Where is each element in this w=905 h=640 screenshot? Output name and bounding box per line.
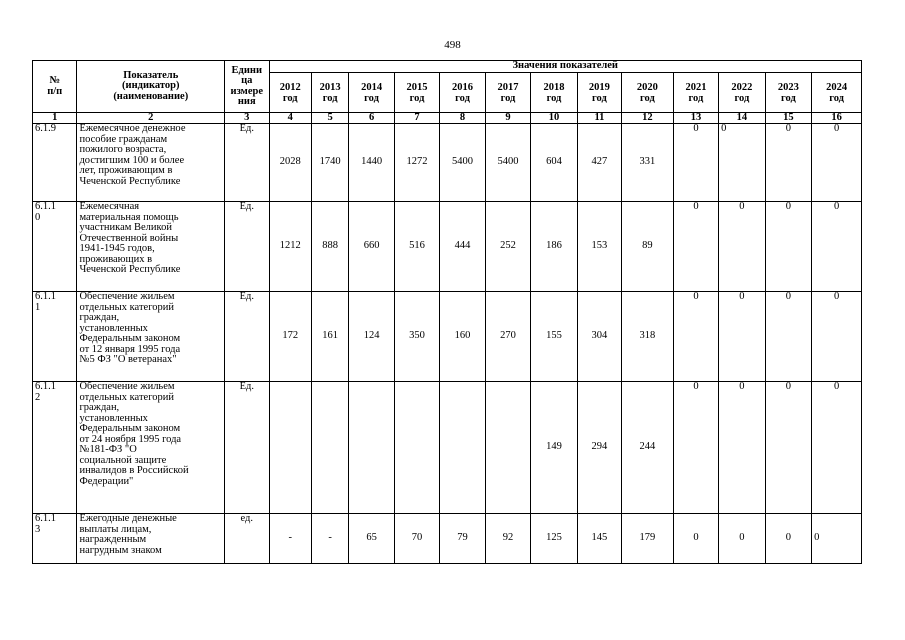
value-cell: 149 (531, 382, 577, 514)
header-year-2018: 2018 год (531, 73, 577, 113)
value-cell (485, 382, 530, 514)
value-cell: 125 (531, 514, 577, 564)
value-cell: 0 (673, 124, 718, 202)
value-cell: 89 (622, 202, 674, 292)
value-cell: 1272 (394, 124, 439, 202)
header-year-2016: 2016 год (440, 73, 485, 113)
header-year-2015: 2015 год (394, 73, 439, 113)
unit-cell: Ед. (225, 382, 269, 514)
table-row (33, 514, 862, 564)
table-row (33, 202, 862, 292)
value-cell: 318 (622, 292, 674, 382)
value-cell: 350 (394, 292, 439, 382)
indicator-name: Ежемесячное денежное пособие гражданам пожилого возраста, достигшим 100 и более лет, проживающим в Чеченской Республике (77, 124, 225, 202)
value-cell (394, 382, 439, 514)
value-cell: 0 (719, 202, 765, 292)
value-cell: 270 (485, 292, 530, 382)
header-col-no: № п/п (33, 61, 77, 113)
header-year-2014: 2014 год (349, 73, 394, 113)
row-number: 6.1.1 2 (33, 382, 77, 514)
value-cell: 0 (673, 514, 718, 564)
value-cell: 160 (440, 292, 485, 382)
row-number: 6.1.1 3 (33, 514, 77, 564)
row-number: 6.1.9 (33, 124, 77, 202)
value-cell: 0 (719, 514, 765, 564)
value-cell (440, 382, 485, 514)
value-cell: - (269, 514, 311, 564)
unit-cell: Ед. (225, 202, 269, 292)
value-cell: 186 (531, 202, 577, 292)
page-number: 498 (444, 39, 461, 51)
row-number: 6.1.1 0 (33, 202, 77, 292)
value-cell: 0 (765, 514, 811, 564)
value-cell: 179 (622, 514, 674, 564)
column-number: 13 (673, 113, 718, 124)
value-cell: 0 (812, 514, 862, 564)
value-cell: 244 (622, 382, 674, 514)
table-row (33, 292, 862, 382)
column-number: 16 (812, 113, 862, 124)
value-cell (311, 382, 348, 514)
unit-cell: Ед. (225, 292, 269, 382)
value-cell: 124 (349, 292, 394, 382)
column-number: 11 (577, 113, 621, 124)
value-cell: 0 (673, 382, 718, 514)
indicator-name: Ежегодные денежные выплаты лицам, награжденным нагрудным знаком (77, 514, 225, 564)
value-cell: 444 (440, 202, 485, 292)
value-cell: 252 (485, 202, 530, 292)
value-cell: 145 (577, 514, 621, 564)
value-cell: 79 (440, 514, 485, 564)
value-cell: 0 (765, 202, 811, 292)
header-year-2022: 2022 год (719, 73, 765, 113)
value-cell: 92 (485, 514, 530, 564)
value-cell: 5400 (485, 124, 530, 202)
value-cell: 155 (531, 292, 577, 382)
value-cell (349, 382, 394, 514)
value-cell: 153 (577, 202, 621, 292)
header-year-2013: 2013 год (311, 73, 348, 113)
header-year-2019: 2019 год (577, 73, 621, 113)
header-year-2021: 2021 год (673, 73, 718, 113)
column-number: 8 (440, 113, 485, 124)
value-cell: 1212 (269, 202, 311, 292)
indicators-table (32, 60, 862, 564)
value-cell: 1440 (349, 124, 394, 202)
value-cell: 660 (349, 202, 394, 292)
column-number: 10 (531, 113, 577, 124)
value-cell: 5400 (440, 124, 485, 202)
value-cell: 0 (812, 202, 862, 292)
header-year-2020: 2020 год (622, 73, 674, 113)
column-number: 1 (33, 113, 77, 124)
column-number: 14 (719, 113, 765, 124)
header-col-unit: Едини ца измере ния (225, 61, 269, 113)
value-cell: 294 (577, 382, 621, 514)
column-number: 4 (269, 113, 311, 124)
unit-cell: ед. (225, 514, 269, 564)
value-cell: 172 (269, 292, 311, 382)
column-number: 15 (765, 113, 811, 124)
header-values-title: Значения показателей (269, 61, 862, 73)
value-cell: 65 (349, 514, 394, 564)
value-cell: - (311, 514, 348, 564)
header-col-name: Показатель (индикатор) (наименование) (77, 61, 225, 113)
header-year-2024: 2024 год (812, 73, 862, 113)
indicator-name: Обеспечение жильем отдельных категорий граждан, установленных Федеральным законом от 12 января 1995 года №5 ФЗ "О ветеранах" (77, 292, 225, 382)
table-row (33, 124, 862, 202)
value-cell: 427 (577, 124, 621, 202)
value-cell: 516 (394, 202, 439, 292)
column-number: 6 (349, 113, 394, 124)
value-cell (269, 382, 311, 514)
header-year-2017: 2017 год (485, 73, 530, 113)
value-cell: 70 (394, 514, 439, 564)
value-cell: 604 (531, 124, 577, 202)
table-row (33, 382, 862, 514)
column-number: 2 (77, 113, 225, 124)
column-number: 9 (485, 113, 530, 124)
row-number: 6.1.1 1 (33, 292, 77, 382)
header-year-2023: 2023 год (765, 73, 811, 113)
value-cell: 1740 (311, 124, 348, 202)
value-cell: 161 (311, 292, 348, 382)
value-cell: 304 (577, 292, 621, 382)
value-cell: 331 (622, 124, 674, 202)
value-cell: 0 (812, 382, 862, 514)
unit-cell: Ед. (225, 124, 269, 202)
column-number: 12 (622, 113, 674, 124)
value-cell: 2028 (269, 124, 311, 202)
header-year-2012: 2012 год (269, 73, 311, 113)
value-cell: 888 (311, 202, 348, 292)
value-cell: 0 (673, 202, 718, 292)
value-cell: 0 (719, 382, 765, 514)
value-cell: 0 (812, 124, 862, 202)
value-cell: 0 (765, 382, 811, 514)
value-cell: 0 (812, 292, 862, 382)
value-cell: 0 (673, 292, 718, 382)
value-cell: 0 (765, 292, 811, 382)
column-number: 3 (225, 113, 269, 124)
value-cell: 0 (719, 292, 765, 382)
value-cell: 0 (765, 124, 811, 202)
column-number: 5 (311, 113, 348, 124)
column-number: 7 (394, 113, 439, 124)
indicator-name: Ежемесячная материальная помощь участникам Великой Отечественной войны 1941-1945 годов, проживающих в Чеченской Республике (77, 202, 225, 292)
value-cell: 0 (719, 124, 765, 202)
indicator-name: Обеспечение жильем отдельных категорий граждан, установленных Федеральным законом от 24 ноября 1995 года №181-ФЗ "О социальной защите инвалидов в Российской Федерации" (77, 382, 225, 514)
